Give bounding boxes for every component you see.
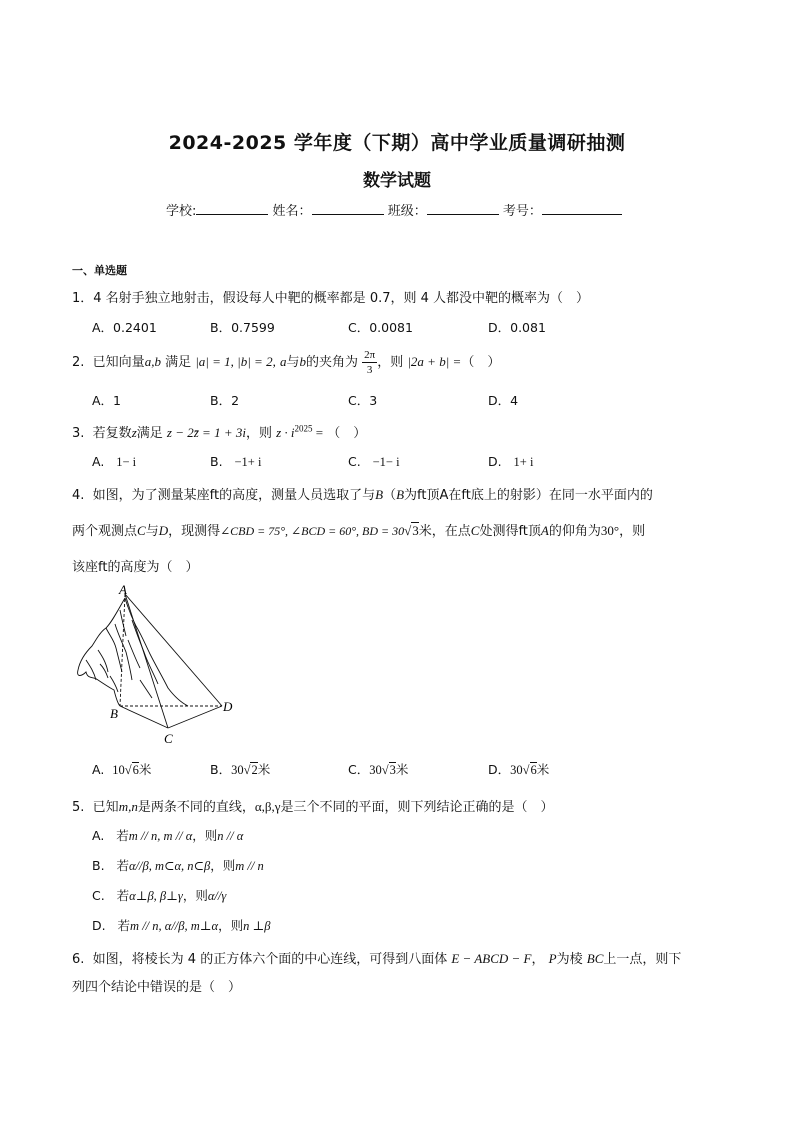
q4-text: 与: [145, 524, 159, 539]
q3-paren: （ ）: [327, 426, 367, 441]
option-c: C．3: [348, 393, 378, 408]
option-text: ，则: [218, 918, 244, 933]
option-conclusion: m // n: [235, 859, 264, 873]
q5-planes: α,β,γ: [254, 799, 281, 814]
q4-point: B: [375, 487, 384, 502]
q2-text: 满足: [165, 355, 192, 370]
q4-angle: 30°: [600, 523, 620, 538]
question-number: 1．: [72, 291, 94, 306]
q2-vector-b: b: [299, 354, 306, 369]
school-label: 学校:: [166, 204, 197, 219]
option-d: [92, 916, 270, 934]
option-a: A．0.2401: [92, 320, 157, 335]
option-condition: m // n, α//β, m⊥α: [130, 919, 219, 933]
option-d: D．0.081: [488, 320, 546, 335]
option-label: C．: [348, 762, 370, 777]
option-radicand: 2: [251, 763, 258, 777]
q3-product: z · i: [276, 425, 295, 440]
option-condition: α⊥β, β⊥γ: [129, 889, 183, 903]
option-unit: 米: [138, 762, 152, 777]
q4-point: C: [470, 523, 480, 538]
student-info-row: [166, 200, 622, 219]
q2-text: ，则: [377, 355, 404, 370]
option-a: [92, 454, 136, 470]
q4-text: 为ft顶A在ft底上的射影）在同一水平面内的: [404, 488, 653, 503]
class-blank[interactable]: [427, 201, 499, 215]
q5-text: 是三个不同的平面，则下列结论正确的是（ ）: [280, 800, 554, 815]
q4-text: ，则: [619, 524, 646, 539]
question-number: 6.: [72, 952, 85, 967]
option-radicand: 6: [132, 763, 139, 777]
q2-text: 已知向量: [92, 355, 145, 370]
option-text: ，则: [182, 888, 208, 903]
option-label: B.: [210, 454, 223, 469]
option-text: 若: [116, 888, 130, 903]
option-text: ，则: [192, 828, 218, 843]
option-b: [92, 856, 264, 874]
q6-point: P: [548, 951, 557, 966]
option-coef: 10: [112, 763, 125, 777]
option-label: A.: [92, 454, 105, 469]
option-label: B．: [210, 762, 232, 777]
option-b: B．2: [210, 393, 240, 408]
option-coef: 30: [369, 763, 382, 777]
q3-text: 若复数: [92, 426, 132, 441]
question-4-line-2: 两个观测点C与D，现测得∠CBD = 75°, ∠BCD = 60°, BD = 30√3米，在点C处测得ft顶A的仰角为30°，则: [72, 523, 646, 539]
q2-magnitudes: |a| = 1, |b| = 2,: [195, 354, 276, 369]
q5-lines: m,n: [118, 799, 138, 814]
q3-equation: z − 2z̄ = 1 + 3i: [166, 425, 246, 440]
class-label: 班级：: [387, 204, 427, 219]
option-a: [92, 826, 243, 844]
q4-text: 两个观测点: [72, 524, 138, 539]
q2-paren: （ ）: [461, 355, 501, 370]
q5-text: 已知: [92, 800, 119, 815]
name-label: 姓名：: [272, 204, 312, 219]
q4-text: （: [383, 488, 397, 503]
option-label: A.: [92, 828, 105, 843]
option-value: 1− i: [116, 455, 137, 469]
option-text: 若: [117, 918, 131, 933]
label-c: C: [164, 731, 173, 746]
option-d: D．30√6米: [488, 762, 550, 777]
question-text: 4 名射手独立地射击，假设每人中靶的概率都是 0.7，则 4 人都没中靶的概率为（ ）: [93, 291, 590, 306]
option-label: C.: [348, 454, 361, 469]
question-number: 4.: [72, 488, 85, 503]
option-unit: 米: [257, 762, 271, 777]
option-c: [92, 886, 226, 904]
number-label: 考号：: [502, 204, 542, 219]
question-6-line-2: 列四个结论中错误的是（ ）: [72, 980, 242, 995]
question-4-line-3: 该座ft的高度为（ ）: [72, 560, 199, 575]
option-value: −1− i: [372, 455, 400, 469]
q3-z: z: [131, 425, 137, 440]
option-radicand: 6: [530, 763, 537, 777]
option-unit: 米: [536, 762, 550, 777]
q6-solid: E − ABCD − F: [451, 951, 532, 966]
option-unit: 米: [395, 762, 409, 777]
section-heading: 一、单选题: [72, 264, 127, 277]
fraction-denominator: 3: [366, 364, 373, 376]
q3-text: ，则: [245, 426, 272, 441]
option-value: 1+ i: [513, 455, 534, 469]
q4-text: 处测得ft顶: [479, 524, 541, 539]
option-value: −1+ i: [234, 455, 262, 469]
name-blank[interactable]: [312, 201, 384, 215]
q2-vectors: a,b: [144, 354, 161, 369]
option-label: B.: [92, 858, 105, 873]
option-radicand: 3: [389, 763, 396, 777]
q4-measurements: ∠CBD = 75°, ∠BCD = 60°, BD = 30: [220, 524, 405, 538]
option-a: A．1: [92, 393, 122, 408]
option-label: D.: [92, 918, 106, 933]
option-condition: m // n, m // α: [128, 829, 193, 843]
option-c: [348, 454, 400, 470]
option-a: A. 10√6米: [92, 762, 152, 777]
question-4-line-1: [72, 484, 653, 503]
option-conclusion: α//γ: [207, 889, 227, 903]
q4-point: B: [396, 487, 405, 502]
option-c: C．0.0081: [348, 320, 413, 335]
label-a: A: [119, 582, 127, 597]
question-6-line-1: [72, 948, 681, 967]
q6-edge: BC: [586, 951, 604, 966]
option-b: B．30√2米: [210, 762, 271, 777]
q4-point: D: [158, 523, 169, 538]
option-text: 若: [116, 858, 129, 873]
q2-text: 与: [286, 355, 300, 370]
q4-text: 米，在点: [418, 524, 471, 539]
question-3: [72, 422, 366, 441]
option-conclusion: n // α: [217, 829, 244, 843]
option-d: D．4: [488, 393, 519, 408]
q4-text: 如图，为了测量某座ft的高度，测量人员选取了与: [92, 488, 376, 503]
question-5: [72, 796, 554, 815]
option-condition: α//β, m⊂α, n⊂β: [129, 859, 211, 873]
label-b: B: [110, 706, 118, 721]
option-conclusion: n ⊥β: [243, 919, 271, 933]
q6-text: ，: [531, 952, 545, 967]
q2-vector-a: a: [279, 354, 287, 369]
angle-fraction: [362, 348, 377, 377]
option-label: D.: [488, 454, 502, 469]
question-number: 3.: [72, 426, 85, 441]
option-text: ，则: [210, 858, 236, 873]
option-text: 若: [116, 828, 129, 843]
mountain-figure: [70, 580, 240, 750]
question-1: [72, 287, 589, 306]
q3-text: 满足: [136, 426, 163, 441]
q4-text: 的仰角为: [548, 524, 601, 539]
q3-exponent: 2025: [294, 423, 313, 434]
q5-text: 是两条不同的直线，: [137, 800, 255, 815]
fraction-numerator: 2π: [364, 349, 376, 361]
q4-text: ，现测得: [168, 524, 221, 539]
q4-point: A: [540, 523, 549, 538]
q6-text: 为棱: [556, 952, 583, 967]
q3-equals: =: [312, 425, 324, 440]
option-d: [488, 454, 533, 470]
option-b: [210, 454, 261, 470]
option-coef: 30: [231, 763, 244, 777]
exam-subtitle: 数学试题: [363, 171, 431, 191]
number-blank[interactable]: [542, 201, 622, 215]
question-2: [72, 344, 500, 381]
school-blank[interactable]: [196, 201, 268, 215]
q6-text: 上一点，则下: [603, 952, 682, 967]
option-label: C.: [92, 888, 105, 903]
option-label: A.: [92, 762, 105, 777]
option-c: C．30√3米: [348, 762, 409, 777]
label-d: D: [223, 699, 233, 714]
exam-title: 2024-2025 学年度（下期）高中学业质量调研抽测: [168, 132, 626, 154]
option-coef: 30: [510, 763, 523, 777]
option-b: B．0.7599: [210, 320, 275, 335]
q6-text: 如图，将棱长为 4 的正方体六个面的中心连线，可得到八面体: [92, 952, 448, 967]
q2-text: 的夹角为: [305, 355, 358, 370]
q4-radicand: 3: [412, 523, 419, 538]
q4-point: C: [137, 523, 146, 538]
q2-expression: |2a + b| =: [407, 354, 462, 369]
question-number: 5.: [72, 800, 85, 815]
question-number: 2.: [72, 355, 85, 370]
option-label: D．: [488, 762, 511, 777]
